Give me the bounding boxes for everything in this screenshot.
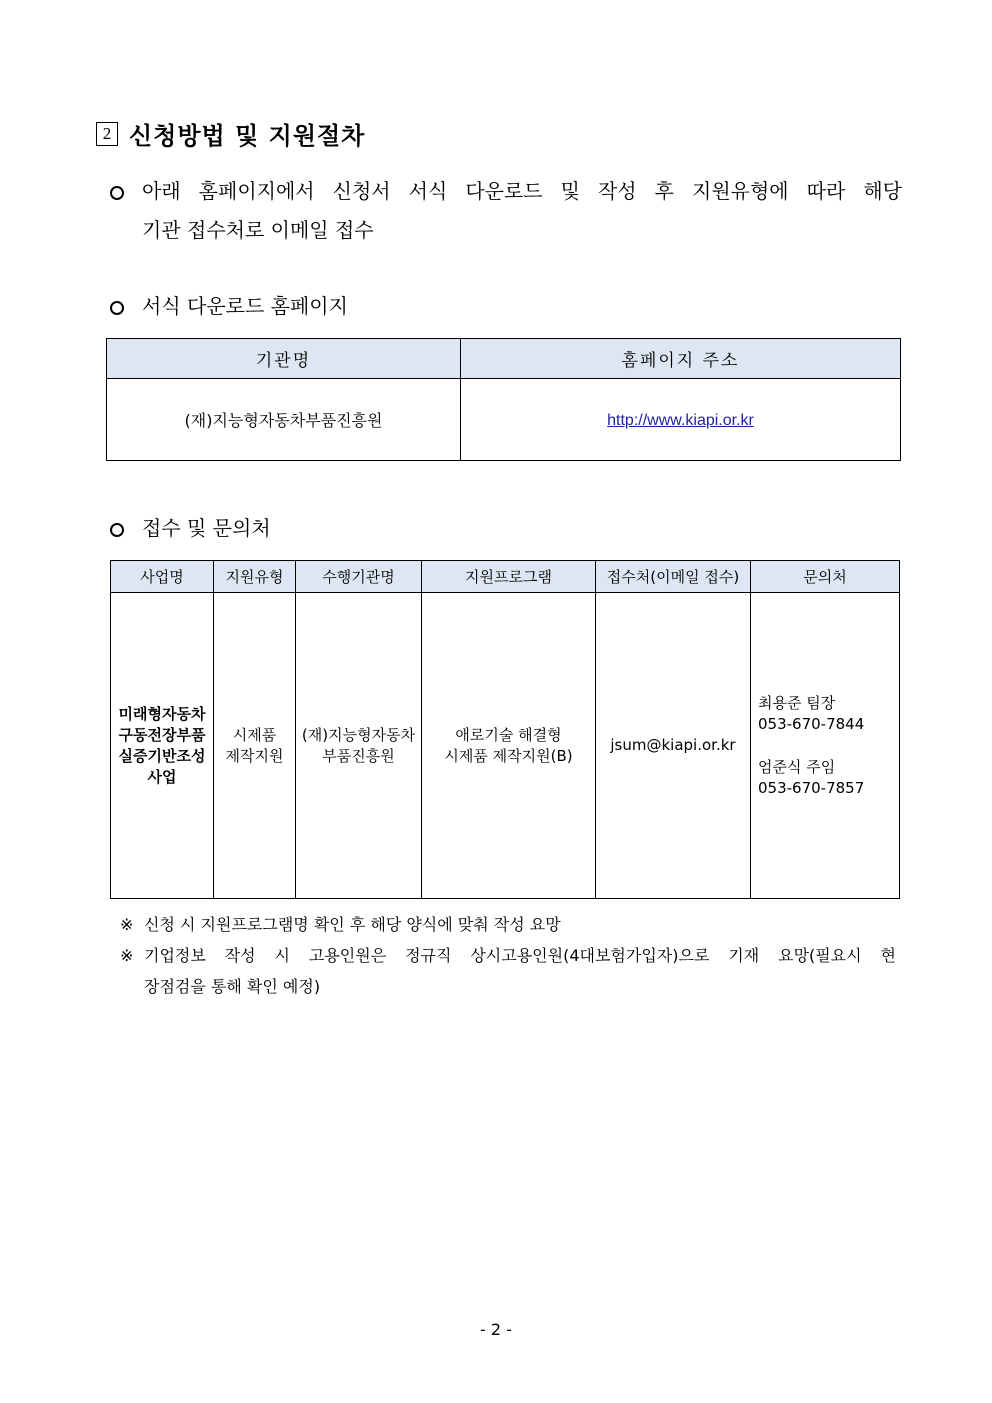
table-header: 지원유형 xyxy=(214,561,296,593)
section-title xyxy=(96,116,365,151)
project-name-cell xyxy=(111,593,214,899)
bullet-circle-icon xyxy=(110,186,124,200)
org-name-line: 부품진흥원 xyxy=(322,746,395,765)
support-type-line: 제작지원 xyxy=(225,746,284,765)
program-line: 애로기술 해결형 xyxy=(455,725,562,744)
contact-table xyxy=(110,560,900,899)
table-header: 홈페이지 주소 xyxy=(461,339,901,379)
table-header: 사업명 xyxy=(111,561,214,593)
download-heading: 서식 다운로드 홈페이지 xyxy=(142,294,348,318)
email-cell xyxy=(596,593,751,899)
program-cell xyxy=(422,593,596,899)
table-header: 지원프로그램 xyxy=(422,561,596,593)
contact-name: 엄준식 주임 xyxy=(758,757,836,776)
support-type-line: 시제품 xyxy=(232,725,277,744)
procedure-text-line1: 아래 홈페이지에서 신청서 서식 다운로드 및 작성 후 지원유형에 따라 해당 xyxy=(142,179,902,203)
org-name-cell xyxy=(296,593,422,899)
note-text: 신청 시 지원프로그램명 확인 후 해당 양식에 맞춰 작성 요망 xyxy=(144,915,561,934)
org-name-cell: (재)지능형자동차부품진흥원 xyxy=(107,379,461,461)
email-address: jsum@kiapi.or.kr xyxy=(610,736,736,754)
contact-phone: 053-670-7857 xyxy=(758,778,865,797)
support-type-cell xyxy=(214,593,296,899)
table-header: 문의처 xyxy=(751,561,900,593)
table-header: 수행기관명 xyxy=(296,561,422,593)
homepage-table xyxy=(106,338,901,461)
note-text: 기업정보 작성 시 고용인원은 정규직 상시고용인원(4대보험가입자)으로 기재 요망(필요시 현 xyxy=(144,946,896,965)
table-row xyxy=(111,593,900,899)
section-number: 2 xyxy=(96,122,118,146)
note-symbol: ※ xyxy=(120,946,134,965)
homepage-link[interactable]: http://www.kiapi.or.kr xyxy=(607,411,754,429)
bullet-circle-icon xyxy=(110,301,124,315)
page-number: - 2 - xyxy=(480,1320,512,1339)
table-row xyxy=(107,379,901,461)
table-header: 접수처(이메일 접수) xyxy=(596,561,751,593)
project-name-line: 사업 xyxy=(147,767,177,786)
project-name-line: 구동전장부품 xyxy=(118,725,206,744)
note-text: 장점검을 통해 확인 예정) xyxy=(144,977,321,996)
note-symbol: ※ xyxy=(120,915,134,934)
project-name-line: 미래형자동차 xyxy=(118,704,206,723)
contact-cell xyxy=(751,593,900,899)
table-header: 기관명 xyxy=(107,339,461,379)
contact-phone: 053-670-7844 xyxy=(758,714,865,733)
contact-heading: 접수 및 문의처 xyxy=(142,516,271,540)
bullet-circle-icon xyxy=(110,523,124,537)
homepage-url-cell xyxy=(461,379,901,461)
project-name-line: 실증기반조성 xyxy=(118,746,206,765)
contact-name: 최용준 팀장 xyxy=(758,693,836,712)
org-name-line: (재)지능형자동차 xyxy=(301,725,416,744)
program-line: 시제품 제작지원(B) xyxy=(444,746,573,765)
section-title-text: 신청방법 및 지원절차 xyxy=(129,122,366,150)
procedure-text-line2: 기관 접수처로 이메일 접수 xyxy=(142,218,374,242)
